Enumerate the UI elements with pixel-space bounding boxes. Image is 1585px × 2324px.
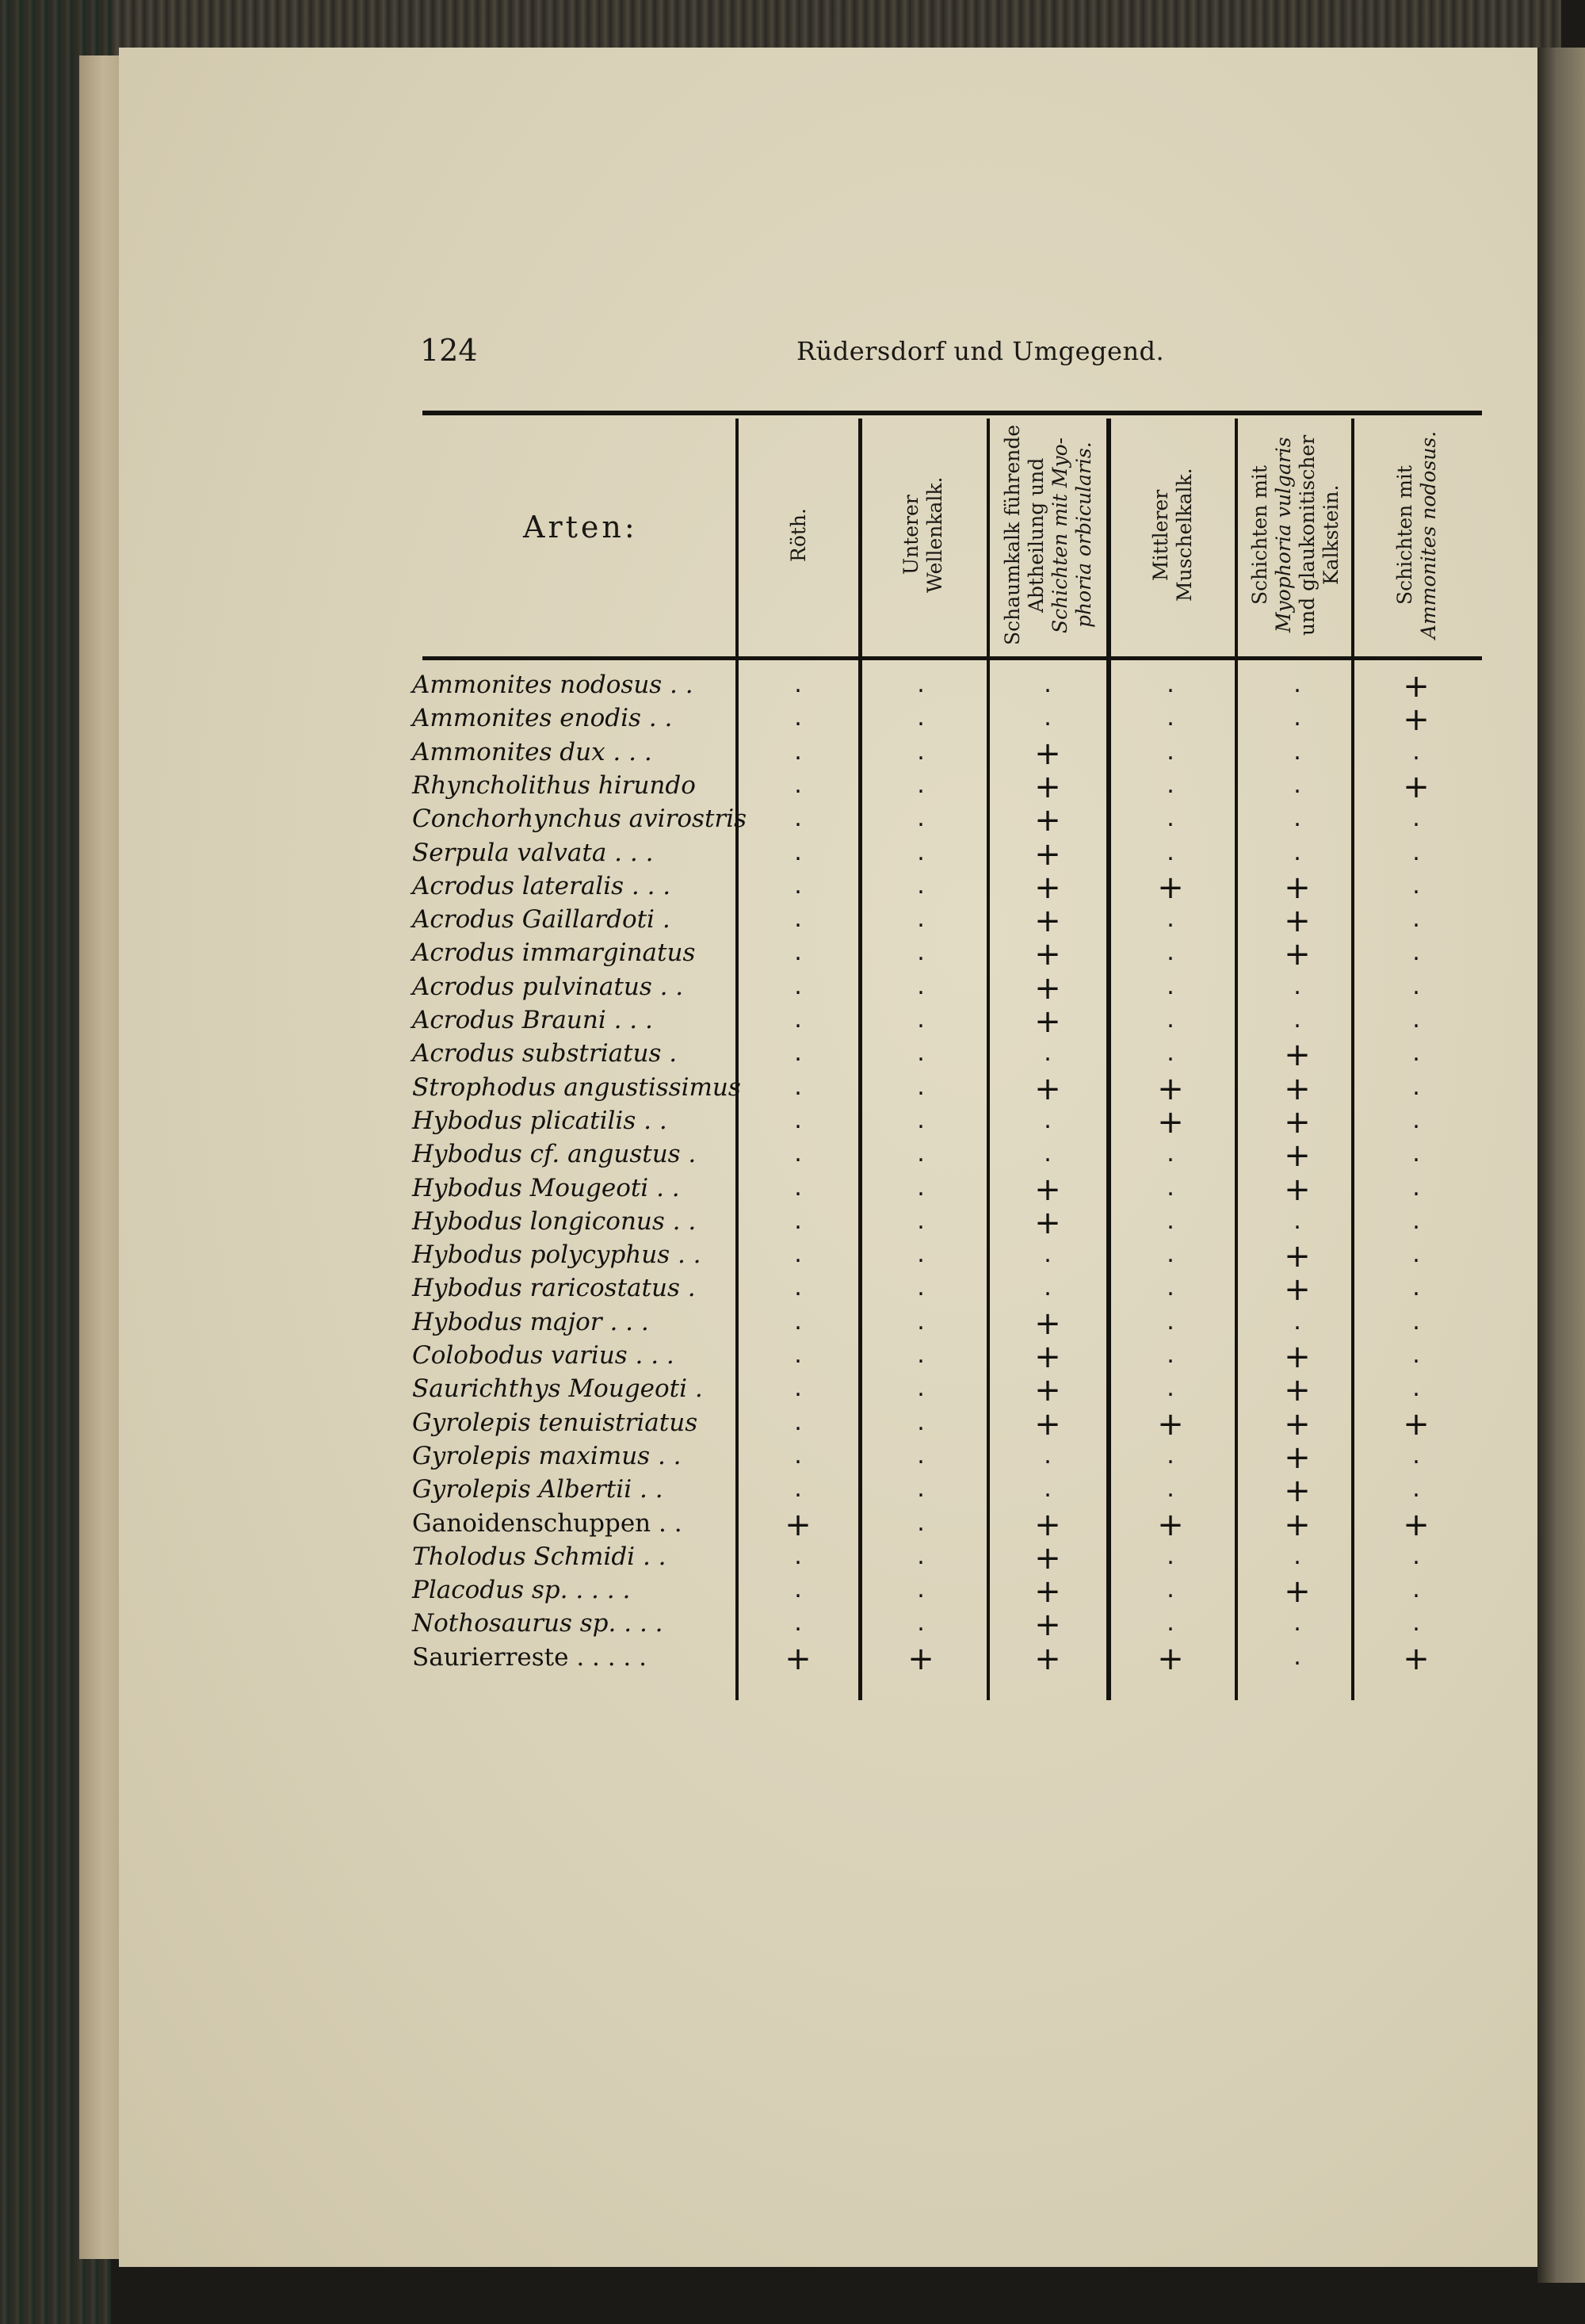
absence-dot: . — [794, 1039, 802, 1068]
species-name: Serpula valvata . . . — [412, 838, 654, 867]
occurrence-mark: + — [1403, 1506, 1430, 1543]
page-header — [420, 333, 1482, 380]
table-row — [412, 668, 1474, 705]
species-name: Hybodus cf. angustus . — [412, 1140, 697, 1169]
occurrence-mark: + — [1034, 735, 1061, 772]
absence-dot: . — [1293, 805, 1301, 833]
occurrence-mark: + — [907, 1640, 934, 1677]
occurrence-mark: + — [1284, 1506, 1311, 1543]
occurrence-mark: + — [1034, 936, 1061, 973]
absence-dot: . — [794, 1307, 802, 1336]
species-name: Acrodus Brauni . . . — [412, 1006, 653, 1034]
absence-dot: . — [1167, 972, 1174, 1000]
table-row — [412, 1070, 1474, 1107]
absence-dot: . — [1412, 1072, 1420, 1101]
absence-dot: . — [1293, 770, 1301, 799]
table-row — [412, 938, 1474, 972]
table-row — [412, 1341, 1474, 1374]
column-header — [1149, 422, 1197, 648]
occurrence-mark: + — [1034, 869, 1061, 906]
table-header-rule — [422, 656, 1482, 660]
table-row — [412, 701, 1474, 739]
table-row — [412, 1539, 1474, 1577]
column-header-line: Myophoria vulgaris — [1272, 437, 1295, 633]
absence-dot: . — [1167, 905, 1174, 934]
absence-dot: . — [917, 1240, 925, 1269]
absence-dot: . — [917, 770, 925, 799]
absence-dot: . — [1167, 1006, 1174, 1034]
species-name: Strophodus angustissimus — [412, 1072, 741, 1102]
occurrence-mark: + — [1034, 1003, 1061, 1040]
absence-dot: . — [1412, 1173, 1420, 1202]
absence-dot: . — [1412, 1206, 1420, 1235]
species-name: Ammonites nodosus . . — [412, 671, 693, 699]
column-header-line: Muschelkalk. — [1173, 468, 1196, 602]
occurrence-mark: + — [1284, 1405, 1311, 1443]
occurrence-mark: + — [1034, 1573, 1061, 1611]
table-row — [412, 1137, 1474, 1175]
occurrence-mark: + — [1034, 1339, 1061, 1375]
absence-dot: . — [1167, 1576, 1174, 1604]
species-column-header: Arten: — [523, 510, 638, 545]
absence-dot: . — [1412, 1274, 1420, 1302]
absence-dot: . — [917, 838, 925, 866]
occurrence-mark: + — [1284, 1238, 1311, 1275]
column-header — [899, 422, 947, 648]
absence-dot: . — [794, 1475, 802, 1504]
absence-dot: . — [917, 805, 925, 833]
species-name: Hybodus longiconus . . — [412, 1206, 697, 1236]
absence-dot: . — [1412, 1106, 1420, 1134]
absence-dot: . — [917, 1576, 925, 1604]
species-name: Gyrolepis Albertii . . — [412, 1475, 663, 1504]
column-header — [1248, 422, 1343, 648]
absence-dot: . — [917, 1341, 925, 1369]
occurrence-mark: + — [1284, 936, 1311, 973]
column-header-line: Röth. — [786, 508, 810, 562]
absence-dot: . — [917, 1274, 925, 1302]
absence-dot: . — [1044, 1106, 1052, 1134]
absence-dot: . — [917, 1408, 925, 1436]
table-row — [412, 1204, 1474, 1241]
occurrence-mark: + — [1284, 1573, 1311, 1611]
table-row — [412, 869, 1474, 906]
absence-dot: . — [1167, 704, 1174, 732]
table-row — [412, 768, 1474, 805]
absence-dot: . — [1044, 704, 1052, 732]
table-row — [412, 1374, 1474, 1408]
absence-dot: . — [794, 770, 802, 799]
column-header-line: phoria orbicularis. — [1071, 441, 1095, 629]
absence-dot: . — [1412, 972, 1420, 1000]
occurrence-mark: + — [1034, 1372, 1061, 1409]
species-name: Ganoidenschuppen . . — [412, 1508, 682, 1538]
species-name: Rhyncholithus hirundo — [412, 770, 696, 800]
absence-dot: . — [1293, 671, 1301, 698]
facing-page-edge — [1537, 48, 1585, 2283]
table-row — [412, 1475, 1474, 1508]
absence-dot: . — [1167, 838, 1174, 866]
table-row — [412, 1103, 1474, 1141]
absence-dot: . — [794, 972, 802, 1000]
column-header-line: Schichten mit — [1248, 465, 1271, 605]
absence-dot: . — [1293, 1307, 1301, 1336]
species-name: Hybodus major . . . — [412, 1307, 649, 1336]
absence-dot: . — [917, 737, 925, 766]
table-row — [412, 1405, 1474, 1443]
absence-dot: . — [917, 1039, 925, 1068]
absence-dot: . — [1044, 1441, 1052, 1470]
column-header-line: Schichten mit Myo- — [1048, 437, 1071, 633]
absence-dot: . — [917, 938, 925, 967]
species-name: Saurichthys Mougeoti . — [412, 1374, 703, 1404]
absence-dot: . — [1412, 1441, 1420, 1470]
absence-dot: . — [794, 1140, 802, 1168]
column-header-line: Wellenkalk. — [923, 476, 946, 594]
absence-dot: . — [917, 671, 925, 698]
absence-dot: . — [794, 871, 802, 900]
absence-dot: . — [1044, 1240, 1052, 1269]
absence-dot: . — [917, 1508, 925, 1537]
species-name: Acrodus substriatus . — [412, 1039, 678, 1068]
absence-dot: . — [794, 1106, 802, 1134]
absence-dot: . — [1293, 1642, 1301, 1671]
occurrence-mark: + — [1284, 903, 1311, 940]
absence-dot: . — [1167, 770, 1174, 799]
occurrence-mark: + — [1157, 1506, 1184, 1543]
occurrence-mark: + — [1284, 1439, 1311, 1476]
absence-dot: . — [794, 1274, 802, 1302]
occurrence-mark: + — [1034, 1171, 1061, 1208]
absence-dot: . — [917, 1106, 925, 1134]
absence-dot: . — [1044, 1475, 1052, 1504]
absence-dot: . — [794, 671, 802, 698]
absence-dot: . — [794, 905, 802, 934]
column-header-line: Schichten mit — [1392, 465, 1416, 605]
absence-dot: . — [1044, 1274, 1052, 1302]
absence-dot: . — [1167, 1374, 1174, 1403]
species-name: Hybodus Mougeoti . . — [412, 1173, 680, 1202]
occurrence-mark: + — [1284, 1103, 1311, 1141]
absence-dot: . — [917, 704, 925, 732]
occurrence-mark: + — [1034, 1539, 1061, 1577]
occurrence-mark: + — [1034, 1070, 1061, 1107]
column-header — [1393, 422, 1441, 648]
species-name: Ammonites enodis . . — [412, 704, 673, 733]
occurrence-mark: + — [1284, 869, 1311, 906]
absence-dot: . — [1167, 938, 1174, 967]
table-row — [412, 1640, 1474, 1677]
occurrence-mark: + — [1034, 802, 1061, 839]
table-row — [412, 1271, 1474, 1309]
absence-dot: . — [917, 1206, 925, 1235]
species-name: Gyrolepis maximus . . — [412, 1441, 682, 1470]
table-row — [412, 835, 1474, 873]
absence-dot: . — [794, 704, 802, 732]
absence-dot: . — [1293, 1609, 1301, 1638]
occurrence-mark: + — [1157, 1103, 1184, 1141]
species-name: Acrodus pulvinatus . . — [412, 972, 684, 1001]
occurrence-mark: + — [785, 1506, 812, 1543]
absence-dot: . — [794, 938, 802, 967]
occurrence-mark: + — [1034, 969, 1061, 1007]
table-row — [412, 1305, 1474, 1342]
absence-dot: . — [917, 1173, 925, 1202]
absence-dot: . — [917, 1006, 925, 1034]
table-row — [412, 802, 1474, 839]
absence-dot: . — [1412, 1006, 1420, 1034]
absence-dot: . — [794, 1609, 802, 1638]
absence-dot: . — [917, 1475, 925, 1504]
species-name: Acrodus lateralis . . . — [412, 871, 671, 900]
absence-dot: . — [794, 805, 802, 833]
occurrence-mark: + — [1034, 1640, 1061, 1677]
species-name: Colobodus varius . . . — [412, 1341, 674, 1370]
table-row — [412, 1573, 1474, 1611]
absence-dot: . — [1293, 704, 1301, 732]
absence-dot: . — [1167, 1039, 1174, 1068]
occurrence-mark: + — [1403, 701, 1430, 739]
absence-dot: . — [794, 1542, 802, 1570]
species-name: Ammonites dux . . . — [412, 737, 652, 766]
absence-dot: . — [794, 1072, 802, 1101]
absence-dot: . — [1293, 737, 1301, 766]
absence-dot: . — [917, 871, 925, 900]
absence-dot: . — [917, 1072, 925, 1101]
table-row — [412, 1171, 1474, 1208]
table-row — [412, 735, 1474, 772]
absence-dot: . — [1412, 1240, 1420, 1269]
absence-dot: . — [917, 1609, 925, 1638]
occurrence-mark: + — [1034, 1506, 1061, 1543]
absence-dot: . — [1167, 1341, 1174, 1369]
absence-dot: . — [1167, 1475, 1174, 1504]
column-header-line: Schaumkalk führende — [1000, 424, 1024, 646]
species-name: Nothosaurus sp. . . . — [412, 1609, 663, 1638]
absence-dot: . — [1044, 1039, 1052, 1068]
absence-dot: . — [917, 1441, 925, 1470]
occurrence-mark: + — [1284, 1372, 1311, 1409]
absence-dot: . — [1293, 838, 1301, 866]
absence-dot: . — [1293, 1206, 1301, 1235]
occurrence-mark: + — [1403, 1640, 1430, 1677]
occurrence-mark: + — [1034, 835, 1061, 873]
absence-dot: . — [1167, 737, 1174, 766]
column-header-line: Kalkstein. — [1320, 484, 1342, 586]
absence-dot: . — [1412, 737, 1420, 766]
absence-dot: . — [1412, 1140, 1420, 1168]
absence-dot: . — [917, 1307, 925, 1336]
absence-dot: . — [1412, 1374, 1420, 1403]
absence-dot: . — [1412, 1039, 1420, 1068]
species-name: Gyrolepis tenuistriatus — [412, 1408, 698, 1437]
absence-dot: . — [1044, 1140, 1052, 1168]
absence-dot: . — [1167, 1173, 1174, 1202]
occurrence-mark: + — [1403, 768, 1430, 805]
table-row — [412, 1039, 1474, 1072]
occurrence-mark: + — [1157, 1070, 1184, 1107]
table-row — [412, 1240, 1474, 1274]
absence-dot: . — [1412, 1341, 1420, 1369]
absence-dot: . — [794, 1206, 802, 1235]
species-name: Tholodus Schmidi . . — [412, 1542, 666, 1571]
occurrence-mark: + — [1284, 1339, 1311, 1375]
table-row — [412, 969, 1474, 1007]
absence-dot: . — [794, 1240, 802, 1269]
table-row — [412, 905, 1474, 938]
absence-dot: . — [1412, 871, 1420, 900]
absence-dot: . — [794, 1576, 802, 1604]
occurrence-mark: + — [1403, 1405, 1430, 1443]
absence-dot: . — [1167, 1609, 1174, 1638]
column-header-line: Ammonites nodosus. — [1416, 430, 1440, 640]
species-name: Hybodus polycyphus . . — [412, 1240, 701, 1270]
absence-dot: . — [1167, 671, 1174, 698]
column-header — [787, 422, 811, 648]
occurrence-mark: + — [1157, 869, 1184, 906]
occurrence-mark: + — [1034, 1405, 1061, 1443]
absence-dot: . — [917, 1542, 925, 1570]
species-name: Acrodus immarginatus — [412, 938, 696, 968]
occurrence-mark: + — [1284, 1070, 1311, 1107]
absence-dot: . — [1412, 905, 1420, 934]
occurrence-mark: + — [1284, 1271, 1311, 1309]
absence-dot: . — [1412, 1307, 1420, 1336]
absence-dot: . — [917, 1374, 925, 1403]
table-top-rule — [422, 411, 1482, 415]
occurrence-mark: + — [1284, 1137, 1311, 1175]
table-row — [412, 1003, 1474, 1040]
species-name: Hybodus plicatilis . . — [412, 1106, 667, 1135]
absence-dot: . — [917, 1140, 925, 1168]
occurrence-mark: + — [1034, 1204, 1061, 1241]
absence-dot: . — [794, 838, 802, 866]
absence-dot: . — [794, 1006, 802, 1034]
column-header-line: Unterer — [899, 495, 922, 575]
absence-dot: . — [1167, 1206, 1174, 1235]
column-header-line: und glaukonitischer — [1296, 434, 1319, 636]
absence-dot: . — [1167, 1274, 1174, 1302]
table-row — [412, 1506, 1474, 1543]
absence-dot: . — [794, 1173, 802, 1202]
absence-dot: . — [794, 1341, 802, 1369]
absence-dot: . — [1167, 1441, 1174, 1470]
absence-dot: . — [794, 737, 802, 766]
absence-dot: . — [1412, 805, 1420, 833]
occurrence-mark: + — [1034, 1607, 1061, 1644]
absence-dot: . — [1293, 972, 1301, 1000]
occurrence-mark: + — [1157, 1640, 1184, 1677]
occurrence-mark: + — [1157, 1405, 1184, 1443]
occurrence-mark: + — [1403, 668, 1430, 705]
occurrence-mark: + — [1034, 1305, 1061, 1342]
occurrence-mark: + — [1284, 1037, 1311, 1074]
absence-dot: . — [1167, 1542, 1174, 1570]
absence-dot: . — [917, 905, 925, 934]
column-header-line: Mittlerer — [1149, 489, 1172, 581]
species-name: Conchorhynchus avirostris — [412, 805, 747, 834]
species-name: Acrodus Gaillardoti . — [412, 905, 670, 935]
species-name: Placodus sp. . . . . — [412, 1576, 631, 1605]
absence-dot: . — [1293, 1542, 1301, 1570]
page-number: 124 — [420, 333, 478, 368]
absence-dot: . — [1412, 1576, 1420, 1604]
absence-dot: . — [794, 1441, 802, 1470]
running-title: Rüdersdorf und Umgegend. — [796, 336, 1165, 366]
occurrence-mark: + — [785, 1640, 812, 1677]
column-header-line: Abtheilung und — [1024, 457, 1048, 613]
species-name: Hybodus raricostatus . — [412, 1274, 696, 1303]
species-name: Saurierreste . . . . . — [412, 1642, 647, 1672]
occurrence-mark: + — [1034, 768, 1061, 805]
absence-dot: . — [1167, 1140, 1174, 1168]
absence-dot: . — [1412, 838, 1420, 866]
absence-dot: . — [794, 1374, 802, 1403]
absence-dot: . — [1293, 1006, 1301, 1034]
absence-dot: . — [794, 1408, 802, 1436]
absence-dot: . — [1167, 805, 1174, 833]
table-row — [412, 1609, 1474, 1642]
absence-dot: . — [1412, 1475, 1420, 1504]
absence-dot: . — [917, 972, 925, 1000]
absence-dot: . — [1412, 938, 1420, 967]
occurrence-mark: + — [1284, 1473, 1311, 1510]
occurrence-mark: + — [1034, 903, 1061, 940]
absence-dot: . — [1044, 671, 1052, 698]
occurrence-mark: + — [1284, 1171, 1311, 1208]
absence-dot: . — [1412, 1542, 1420, 1570]
column-header — [1001, 422, 1096, 648]
table-row — [412, 1439, 1474, 1476]
absence-dot: . — [1412, 1609, 1420, 1638]
absence-dot: . — [1167, 1240, 1174, 1269]
absence-dot: . — [1167, 1307, 1174, 1336]
